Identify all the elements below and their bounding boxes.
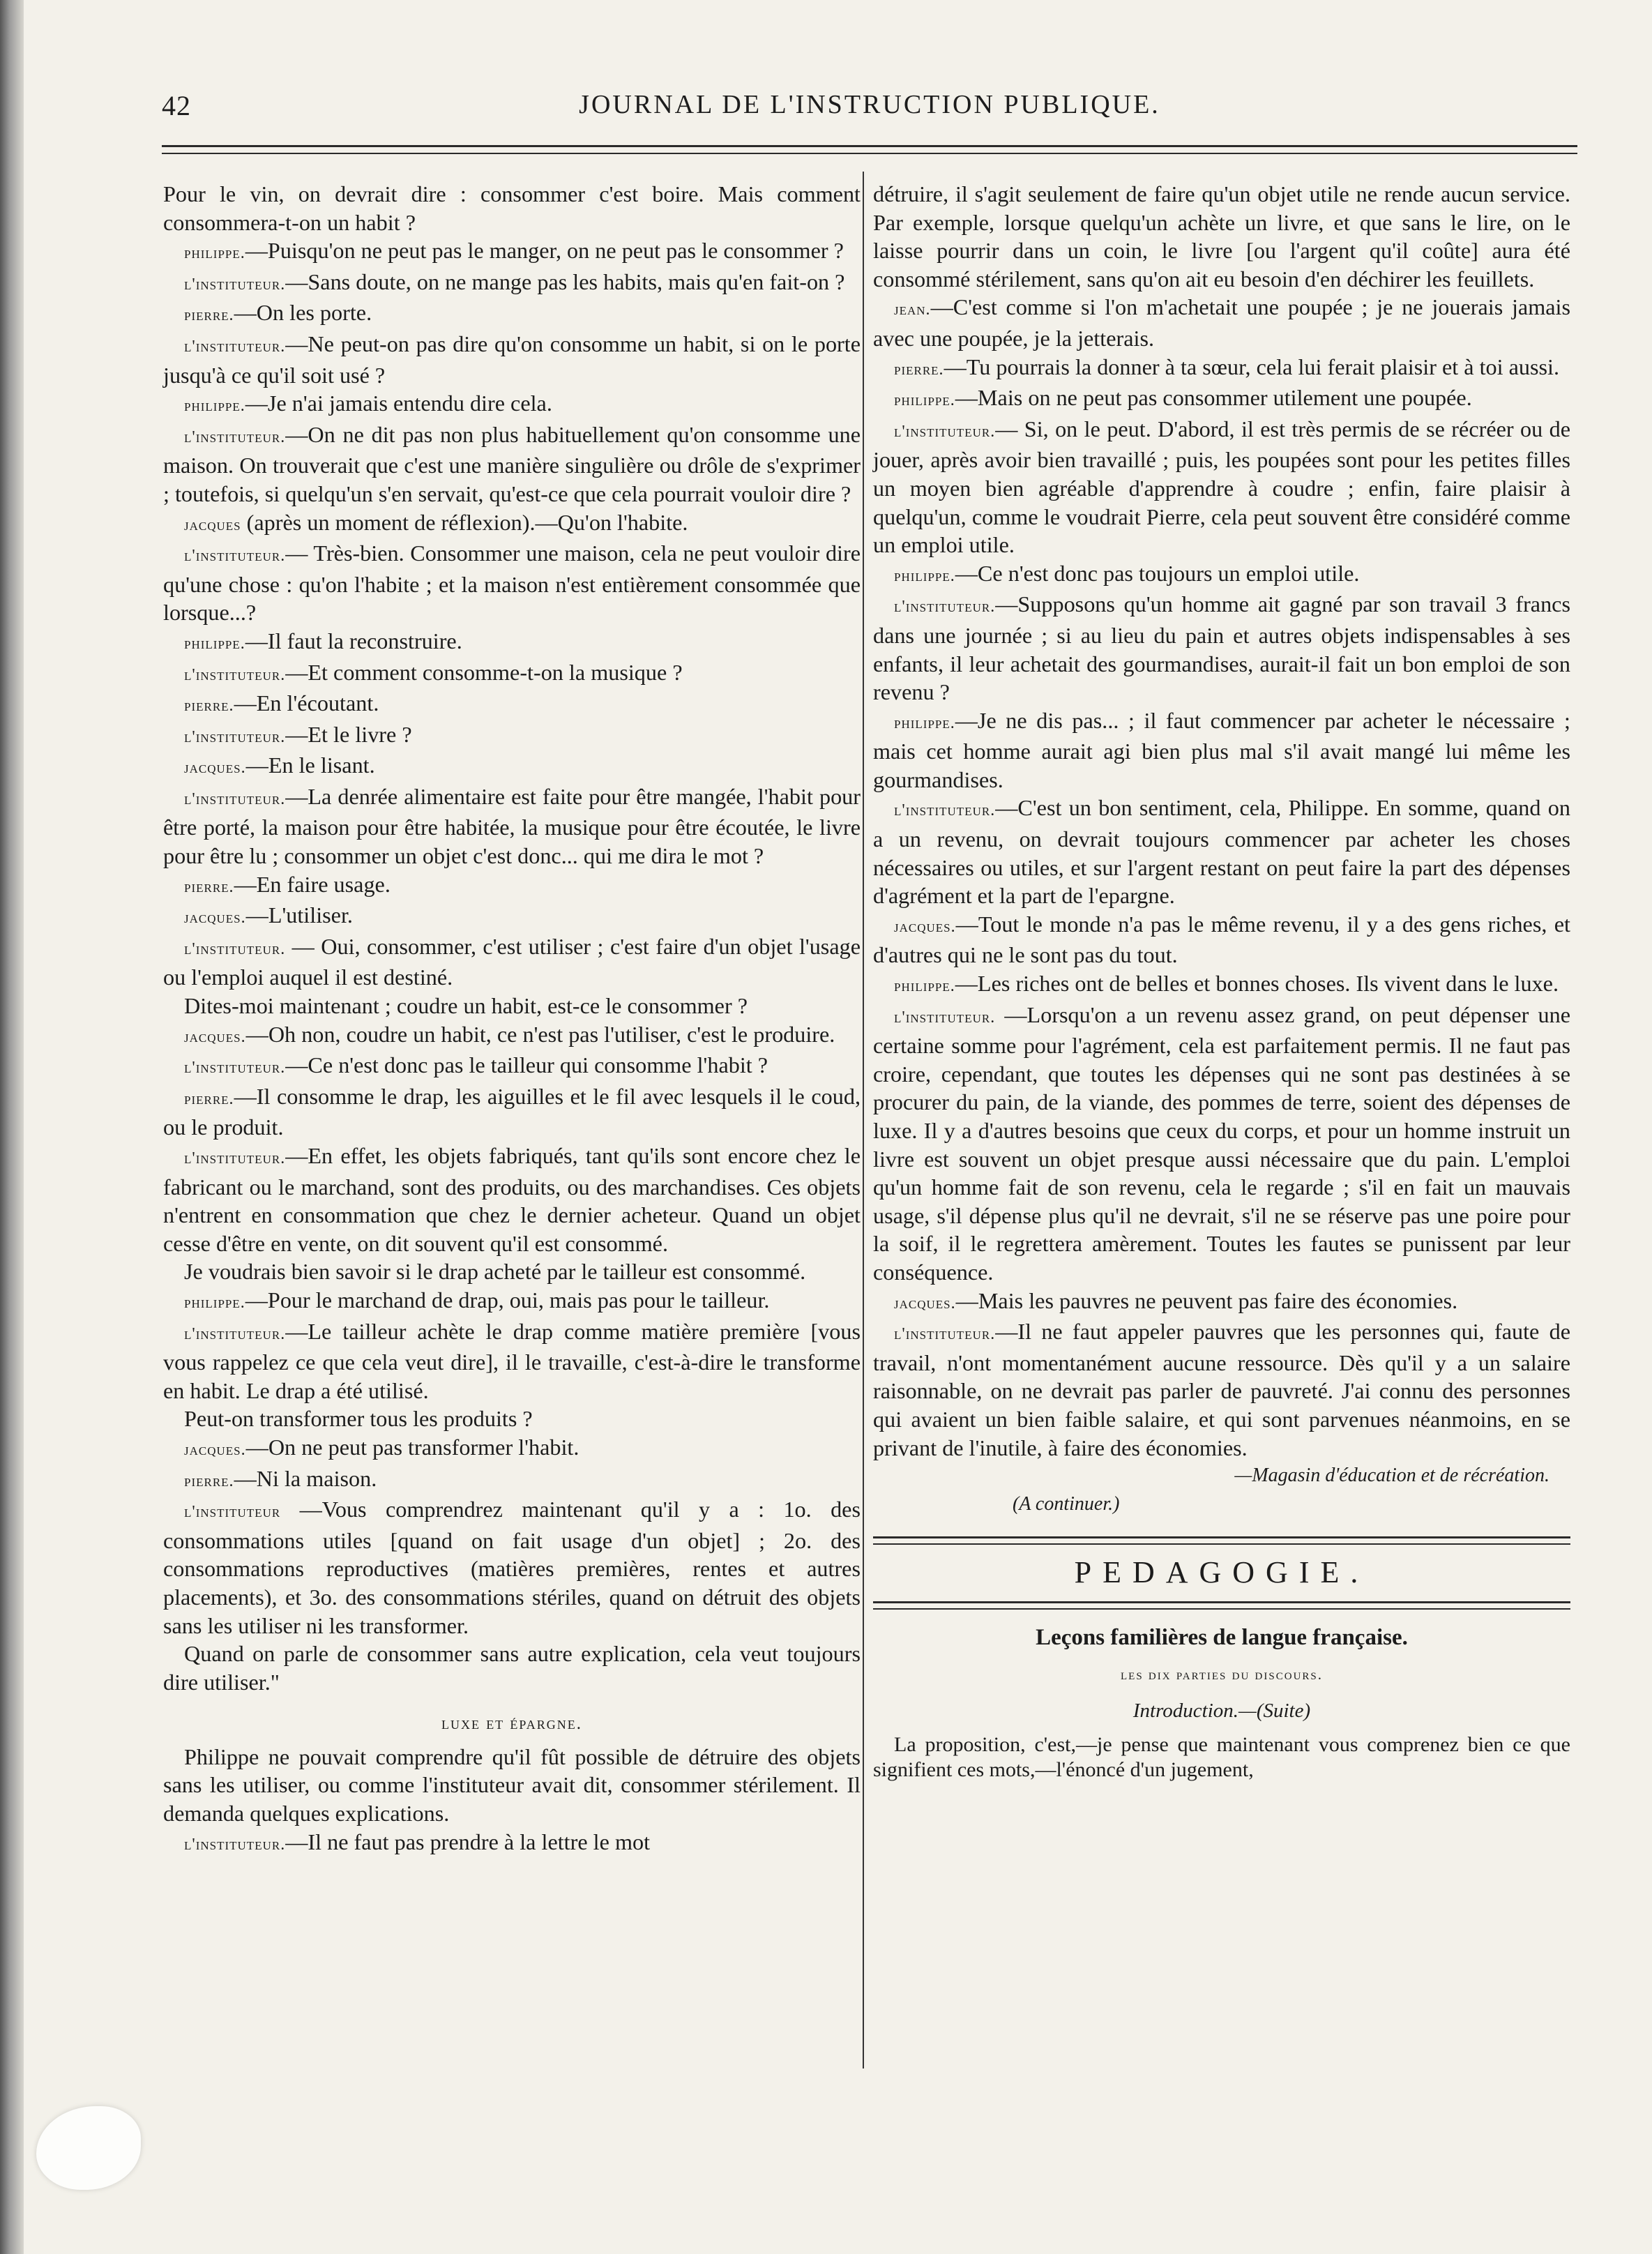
dialogue-paragraph — [873, 969, 1570, 1001]
paragraph-text: —Le tailleur achète le drap comme matière première [vous vous rappelez ce que cela veut dire], il le travaille, c'est-à-dire le transforme en habit. Le drap a été utilisé. — [163, 1318, 861, 1403]
speaker-name: l'instituteur. — [894, 422, 996, 441]
paragraph-text: —En l'écoutant. — [234, 690, 379, 716]
paragraph-text: —Il ne faut pas prendre à la lettre le mot — [285, 1829, 651, 1854]
dialogue-paragraph — [163, 689, 861, 720]
lesson-intro-heading: Introduction.—(Suite) — [1132, 1700, 1311, 1723]
speaker-name: l'instituteur. — [184, 1835, 286, 1854]
dialogue-paragraph — [163, 1828, 861, 1859]
speaker-name: jacques. — [184, 759, 246, 778]
section-heading: luxe et épargne. — [441, 1714, 583, 1734]
speaker-name: philippe. — [894, 713, 955, 732]
dialogue-paragraph — [873, 910, 1570, 969]
dialogue-paragraph — [163, 1257, 861, 1286]
section-rule-bottom — [873, 1601, 1570, 1610]
paragraph-text: —Mais les pauvres ne peuvent pas faire des économies. — [955, 1287, 1458, 1313]
speaker-name: jacques. — [894, 1294, 956, 1313]
dialogue-paragraph — [163, 330, 861, 389]
speaker-name: philippe. — [894, 977, 955, 996]
speaker-name: l'instituteur. — [184, 1324, 286, 1343]
pedagogie-title: PEDAGOGIE. — [1074, 1555, 1370, 1590]
speaker-name: pierre. — [184, 877, 234, 896]
dialogue-paragraph — [163, 751, 861, 782]
dialogue-paragraph — [163, 389, 861, 421]
dialogue-paragraph — [163, 782, 861, 870]
speaker-name: philippe. — [184, 634, 245, 653]
dialogue-paragraph — [873, 293, 1570, 352]
dialogue-paragraph — [873, 180, 1570, 293]
paragraph-text: —On ne peut pas transformer l'habit. — [245, 1434, 579, 1460]
dialogue-paragraph — [163, 932, 861, 992]
speaker-name: l'instituteur. — [184, 1059, 286, 1077]
paragraph-text: —Il consomme le drap, les aiguilles et le fil avec lesquels il le coud, ou le produit. — [163, 1083, 861, 1140]
speaker-name: pierre. — [894, 360, 944, 379]
speaker-name: pierre. — [184, 1472, 234, 1490]
dialogue-paragraph — [163, 1743, 861, 1828]
header-rule — [162, 145, 1577, 154]
speaker-name: jacques. — [184, 1027, 246, 1046]
speaker-name: jacques — [184, 515, 241, 534]
paragraph-text: —Vous comprendrez maintenant qu'il y a : 1o. des consommations utiles [quand on fait usage d'un objet] ; 2o. des consommations reproductives (matières premières, rentes et autres placements), et 3o. des consommations stériles, quand on détruit des objets sans les utiliser ni les transformer. — [163, 1497, 861, 1638]
speaker-name: l'instituteur. — [184, 789, 286, 808]
paragraph-text: —Oh non, coudre un habit, ce n'est pas l'utiliser, c'est le produire. — [245, 1021, 835, 1047]
paragraph-text: —Ce n'est donc pas toujours un emploi utile. — [955, 560, 1360, 586]
paragraph-text: —Tout le monde n'a pas le même revenu, il y a des gens riches, et d'autres qui ne le sont pas du tout. — [873, 911, 1570, 968]
paragraph-text: détruire, il s'agit seulement de faire qu'un objet utile ne rende aucun service. Par exemple, lorsque quelqu'un achète un livre, et que sans le lire, on le laisse pourrir dans un coin, le livre [ou l'argent qu'il coûte] aura été consommé stérilement, sans qu'on ait eu besoin d'en déchirer les feuillets. — [873, 181, 1570, 292]
dialogue-paragraph — [163, 421, 861, 508]
right-column — [873, 180, 1570, 1783]
dialogue-paragraph — [163, 1433, 861, 1465]
speaker-name: l'instituteur. — [184, 1149, 286, 1167]
paragraph-text: —Tu pourrais la donner à ta sœur, cela lui ferait plaisir et à toi aussi. — [944, 354, 1560, 379]
dialogue-paragraph — [163, 1051, 861, 1082]
dialogue-paragraph — [163, 992, 861, 1020]
dialogue-paragraph — [873, 353, 1570, 384]
dialogue-paragraph — [163, 1082, 861, 1142]
dialogue-paragraph — [163, 1640, 861, 1696]
dialogue-paragraph — [873, 1287, 1570, 1318]
column-divider — [863, 172, 864, 2068]
speaker-name: l'instituteur. — [894, 598, 996, 617]
paragraph-text: —Ne peut-on pas dire qu'on consomme un habit, si on le porte jusqu'à ce qu'il soit usé ? — [163, 331, 861, 388]
speaker-name: philippe. — [184, 397, 245, 416]
speaker-name: l'instituteur. — [184, 727, 286, 746]
paragraph-text: —En le lisant. — [245, 752, 375, 778]
dialogue-paragraph — [163, 720, 861, 752]
paragraph-text: Dites-moi maintenant ; coudre un habit, est-ce le consommer ? — [184, 993, 748, 1019]
dialogue-paragraph — [163, 1495, 861, 1640]
paragraph-text: — Oui, consommer, c'est utiliser ; c'est faire d'un objet l'usage ou l'emploi auquel il est destiné. — [163, 933, 861, 990]
paragraph-text: Peut-on transformer tous les produits ? — [184, 1406, 533, 1432]
dialogue-paragraph — [873, 415, 1570, 559]
speaker-name: l'instituteur. — [894, 801, 996, 820]
paragraph-text: —La denrée alimentaire est faite pour être mangée, l'habit pour être porté, la maison pour être habitée, la musique pour être écoutée, le livre pour être lu ; consommer un objet c'est donc... qui me dira le mot ? — [163, 783, 861, 869]
dialogue-paragraph — [163, 180, 861, 236]
binding-edge — [0, 0, 24, 2254]
speaker-name: pierre. — [184, 1089, 234, 1108]
paragraph-text: —Ce n'est donc pas le tailleur qui consomme l'habit ? — [285, 1052, 768, 1078]
dialogue-paragraph — [873, 559, 1570, 591]
speaker-name: l'instituteur. — [184, 275, 286, 294]
left-column — [163, 180, 861, 1859]
speaker-name: jacques. — [184, 909, 246, 928]
paragraph-text: —Je ne dis pas... ; il faut commencer par acheter le nécessaire ; mais cet homme aurait agi bien plus mal s'il avait mangé lui même les gourmandises. — [873, 707, 1570, 792]
speaker-name: philippe. — [894, 566, 955, 585]
paragraph-text: —On les porte. — [234, 300, 372, 326]
dialogue-paragraph — [873, 794, 1570, 909]
dialogue-paragraph — [873, 706, 1570, 794]
paragraph-text: (après un moment de réflexion).—Qu'on l'habite. — [241, 509, 688, 535]
lesson-subtitle: les dix parties du discours. — [1121, 1665, 1323, 1683]
dialogue-paragraph — [163, 268, 861, 299]
speaker-name: l'instituteur — [184, 1503, 281, 1522]
speaker-name: philippe. — [184, 244, 245, 263]
paragraph-text: Philippe ne pouvait comprendre qu'il fût possible de détruire des objets sans les utiliser, ou comme l'instituteur avait dit, consommer stérilement. Il demanda quelques explications. — [163, 1744, 861, 1826]
lesson-title: Leçons familières de langue française. — [1036, 1624, 1408, 1650]
speaker-name: pierre. — [184, 306, 234, 325]
speaker-name: philippe. — [184, 1293, 245, 1312]
dialogue-paragraph — [163, 236, 861, 268]
paragraph-text: —Et le livre ? — [285, 721, 412, 747]
speaker-name: l'instituteur. — [894, 1008, 996, 1027]
dialogue-paragraph — [873, 590, 1570, 706]
paragraph-text: —C'est comme si l'on m'achetait une poupée ; je ne jouerais jamais avec une poupée, je la jetterais. — [873, 294, 1570, 351]
section-rule-top — [873, 1536, 1570, 1545]
paragraph-text: —Il ne faut appeler pauvres que les personnes qui, faute de travail, n'ont momentanément aucune ressource. Dès qu'il y a un salaire raisonnable, on ne devrait pas parler de pauvreté. J'ai connu des personnes qui avaient un bien faible salaire, et qui sont parvenues néanmoins, en se privant de l'inutile, à faire des économies. — [873, 1319, 1570, 1460]
speaker-name: l'instituteur. — [184, 939, 286, 958]
dialogue-paragraph — [873, 1001, 1570, 1287]
dialogue-paragraph — [163, 298, 861, 330]
paragraph-text: —Les riches ont de belles et bonnes choses. Ils vivent dans le luxe. — [955, 971, 1559, 997]
paragraph-text: —Supposons qu'un homme ait gagné par son travail 3 francs dans une journée ; si au lieu du pain et autres objets indispensables à ses enfants, il leur achetait des gourmandises, aurait-il fait un bon emploi de son revenu ? — [873, 591, 1570, 705]
journal-title: JOURNAL DE L'INSTRUCTION PUBLIQUE. — [579, 90, 1160, 119]
dialogue-paragraph — [163, 658, 861, 690]
speaker-name: jacques. — [184, 1440, 246, 1459]
paragraph-text: Je voudrais bien savoir si le drap acheté par le tailleur est consommé. — [184, 1259, 806, 1285]
source-credit: —Magasin d'éducation et de récréation. — [1234, 1465, 1549, 1487]
paragraph-text: — Si, on le peut. D'abord, il est très permis de se récréer ou de jouer, après avoir bien travaillé ; puis, les poupées sont pour les petites filles un moyen bien agréable d'apprendre à coudre ; enfin, faire plaisir à quelqu'un, comme le voudrait Pierre, cela peut souvent être considéré comme un emploi utile. — [873, 416, 1570, 558]
paragraph-text: —C'est un bon sentiment, cela, Philippe. En somme, quand on a un revenu, on devrait toujours commencer par acheter les choses nécessaires ou utiles, et sur l'argent restant on peut faire la part des dépenses d'agrément et la part de l'epargne. — [873, 795, 1570, 909]
paragraph-text: —Pour le marchand de drap, oui, mais pas pour le tailleur. — [245, 1287, 770, 1313]
dialogue-paragraph — [163, 627, 861, 658]
dialogue-paragraph — [163, 508, 861, 540]
speaker-name: philippe. — [894, 391, 955, 410]
speaker-name: pierre. — [184, 697, 234, 716]
dialogue-paragraph — [163, 1142, 861, 1257]
paragraph-text: —On ne dit pas non plus habituellement qu'on consomme une maison. On trouverait que c'est une manière singulière ou drôle de s'exprimer ; toutefois, si quelqu'un s'en servait, qu'est-ce que cela pourrait vouloir dire ? — [163, 421, 861, 506]
paragraph-text: —Puisqu'on ne peut pas le manger, on ne peut pas le consommer ? — [245, 238, 844, 264]
speaker-name: l'instituteur. — [894, 1325, 996, 1344]
dialogue-paragraph — [163, 1286, 861, 1317]
torn-corner — [36, 2106, 141, 2190]
paragraph-text: —Ni la maison. — [234, 1465, 377, 1491]
paragraph-text: —Il faut la reconstruire. — [245, 628, 462, 653]
speaker-name: l'instituteur. — [184, 547, 286, 566]
speaker-name: jean. — [894, 301, 931, 319]
paragraph-text: —Mais on ne peut pas consommer utilement une poupée. — [955, 385, 1472, 411]
paragraph-text: —En faire usage. — [234, 871, 391, 897]
dialogue-paragraph — [873, 384, 1570, 415]
right-column-dialogue — [873, 180, 1570, 1462]
speaker-name: l'instituteur. — [184, 665, 286, 684]
paragraph-text: —Je n'ai jamais entendu dire cela. — [245, 391, 552, 416]
continued-note: (A continuer.) — [1013, 1492, 1120, 1515]
dialogue-paragraph — [873, 1317, 1570, 1462]
dialogue-paragraph — [163, 870, 861, 902]
paragraph-text: —L'utiliser. — [245, 902, 353, 928]
dialogue-paragraph — [163, 1317, 861, 1405]
paragraph-text: — Très-bien. Consommer une maison, cela ne peut vouloir dire qu'une chose : qu'on l'habite ; et la maison n'est entièrement consommée que lorsque...? — [163, 540, 861, 626]
paragraph-text: —Sans doute, on ne mange pas les habits, mais qu'en fait-on ? — [285, 268, 845, 294]
dialogue-paragraph — [163, 1020, 861, 1052]
speaker-name: jacques. — [894, 917, 956, 936]
lesson-first-paragraph: La proposition, c'est,—je pense que maintenant vous comprenez bien ce que signifient ces mots,—l'énoncé d'un jugement, — [873, 1732, 1570, 1781]
page-number: 42 — [162, 90, 191, 121]
dialogue-paragraph — [163, 1405, 861, 1433]
paragraph-text: Pour le vin, on devrait dire : consommer c'est boire. Mais comment consommera-t-on un habit ? — [163, 181, 861, 235]
speaker-name: l'instituteur. — [184, 337, 286, 356]
page-header — [162, 89, 1577, 131]
paragraph-text: Quand on parle de consommer sans autre explication, cela veut toujours dire utiliser." — [163, 1641, 861, 1695]
dialogue-paragraph — [163, 539, 861, 627]
paragraph-text: —Lorsqu'on a un revenu assez grand, on peut dépenser une certaine somme pour l'agrément, cela est parfaitement permis. Il ne faut pas croire, cependant, que toutes les dépenses qui ne sont pas destinées à se procurer du pain, de la viande, des pommes de terre, soient des dépenses de luxe. Il y a d'autres besoins que ceux du corps, et pour un homme instruit un livre est souvent un objet presque aussi nécessaire que du pain. L'emploi qu'un homme fait de son revenu, cela le regarde ; s'il en fait un mauvais usage, s'il dépense plus qu'il ne devrait, s'il ne se réserve pas une poire pour la soif, il le regrettera amèrement. Toutes les fautes se punissent par leur conséquence. — [873, 1001, 1570, 1285]
dialogue-paragraph — [163, 1465, 861, 1496]
dialogue-paragraph — [163, 901, 861, 932]
paragraph-text: —En effet, les objets fabriqués, tant qu'ils sont encore chez le fabricant ou le marchand, sont des produits, ou des marchandises. Ces objets n'entrent en consommation que chez le dernier acheteur. Quand un objet cesse d'être en vente, on dit souvent qu'il est consommé. — [163, 1143, 861, 1256]
speaker-name: l'instituteur. — [184, 428, 286, 446]
paragraph-text: —Et comment consomme-t-on la musique ? — [285, 659, 683, 685]
